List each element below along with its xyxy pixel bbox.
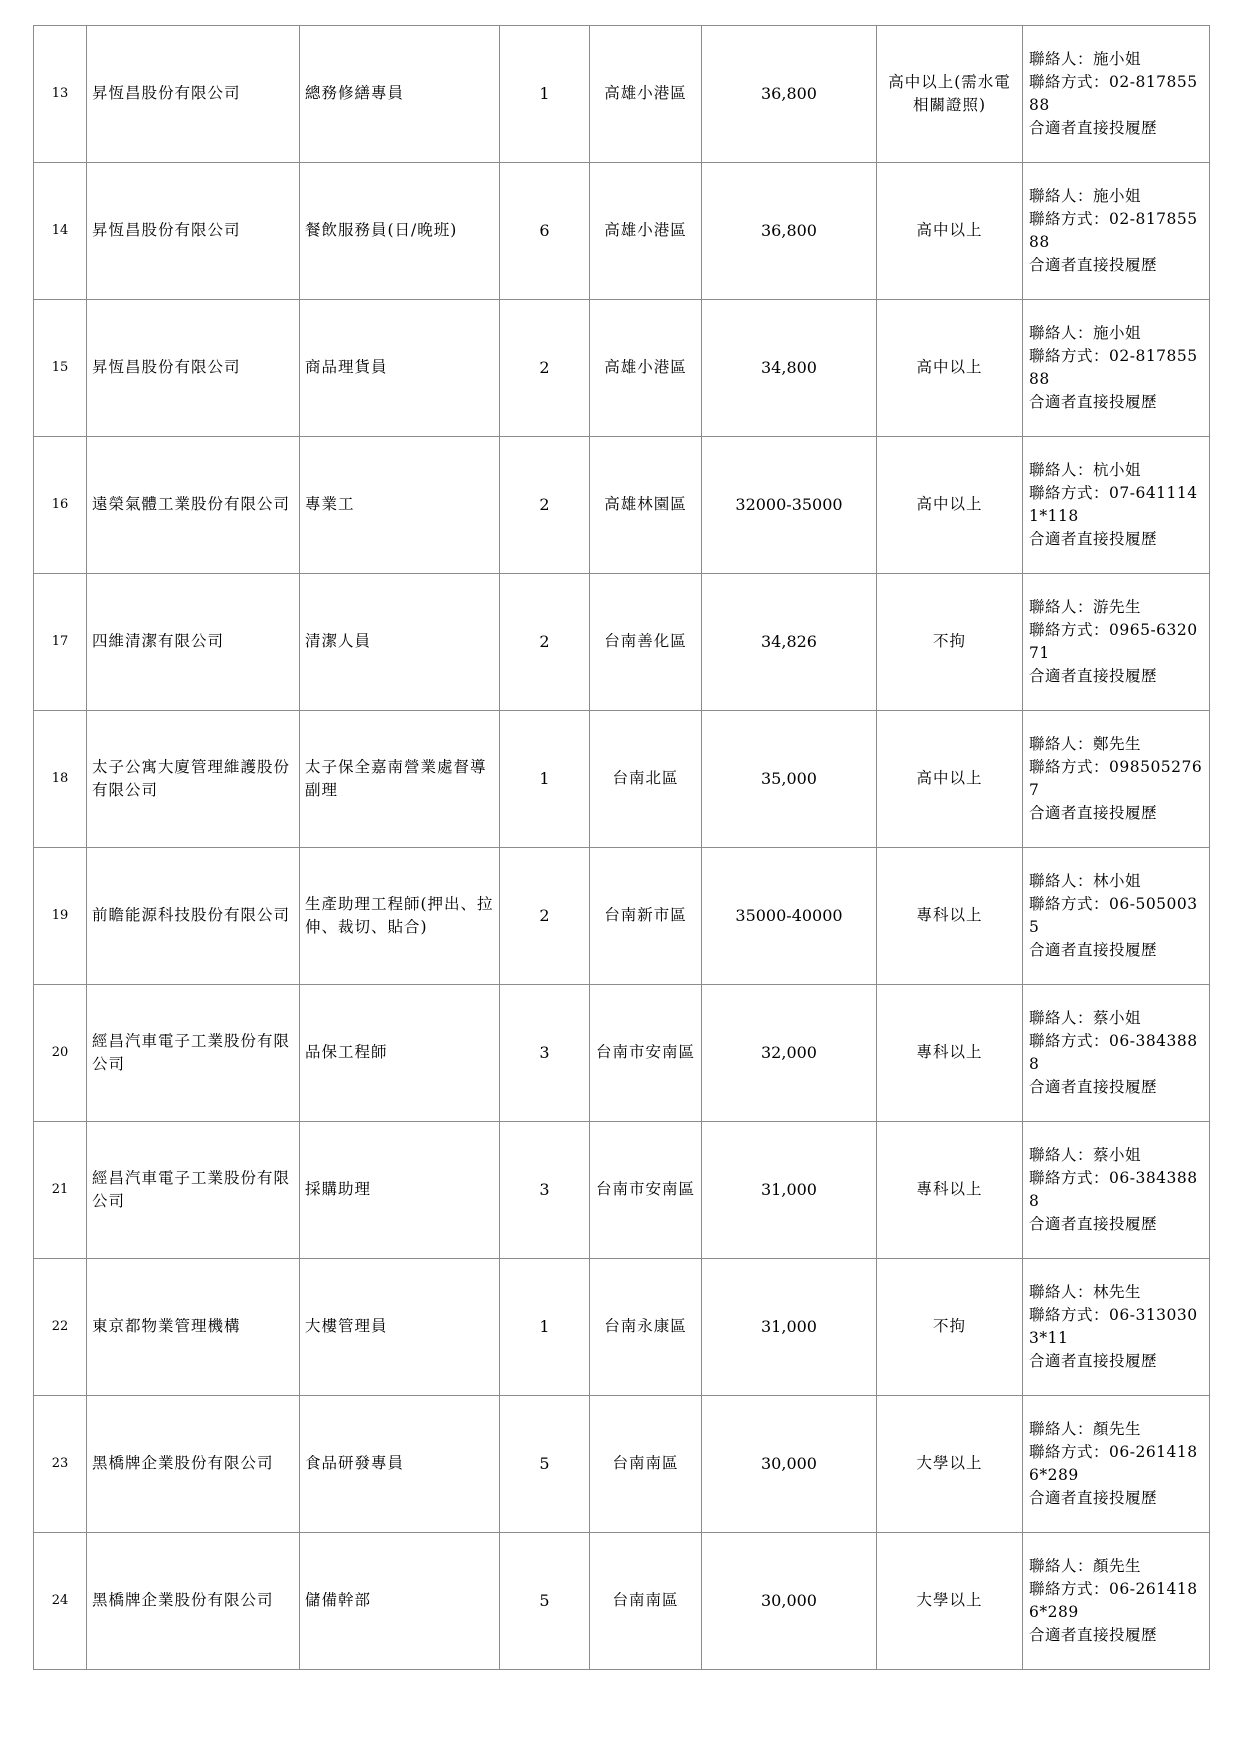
contact-person: 聯絡人：顏先生: [1029, 1419, 1142, 1438]
table-row: [34, 1122, 1210, 1259]
row-number: 16: [34, 437, 87, 574]
contact-method: 聯絡方式：06-3130303*11: [1029, 1305, 1198, 1347]
contact-method: 聯絡方式：02-81785588: [1029, 72, 1198, 114]
salary: 31,000: [702, 1122, 877, 1259]
headcount: 3: [500, 1122, 590, 1259]
contact-info: [1023, 300, 1210, 437]
job-position: 總務修繕專員: [300, 26, 500, 163]
headcount: 5: [500, 1396, 590, 1533]
job-position: 商品理貨員: [300, 300, 500, 437]
apply-note: 合適者直接投履歷: [1029, 1215, 1158, 1234]
contact-method: 聯絡方式：02-81785588: [1029, 346, 1198, 388]
apply-note: 合適者直接投履歷: [1029, 119, 1158, 138]
company-name: 昇恆昌股份有限公司: [87, 163, 300, 300]
education-requirement: 大學以上: [877, 1533, 1023, 1670]
salary: 35000-40000: [702, 848, 877, 985]
salary: 36,800: [702, 163, 877, 300]
company-name: 昇恆昌股份有限公司: [87, 300, 300, 437]
row-number: 20: [34, 985, 87, 1122]
work-location: 高雄林園區: [590, 437, 702, 574]
row-number: 21: [34, 1122, 87, 1259]
contact-person: 聯絡人：蔡小姐: [1029, 1008, 1142, 1027]
company-name: 四維清潔有限公司: [87, 574, 300, 711]
company-name: 太子公寓大廈管理維護股份有限公司: [87, 711, 300, 848]
company-name: 遠榮氣體工業股份有限公司: [87, 437, 300, 574]
work-location: 台南北區: [590, 711, 702, 848]
contact-info: [1023, 711, 1210, 848]
job-position: 食品研發專員: [300, 1396, 500, 1533]
education-requirement: 大學以上: [877, 1396, 1023, 1533]
contact-info: [1023, 437, 1210, 574]
contact-info: [1023, 1259, 1210, 1396]
work-location: 台南永康區: [590, 1259, 702, 1396]
education-requirement: 高中以上: [877, 163, 1023, 300]
contact-person: 聯絡人：鄭先生: [1029, 734, 1142, 753]
headcount: 2: [500, 574, 590, 711]
job-position: 餐飲服務員(日/晚班): [300, 163, 500, 300]
education-requirement: 高中以上(需水電相關證照): [877, 26, 1023, 163]
job-listing-rows: [34, 26, 1210, 1670]
education-requirement: 專科以上: [877, 848, 1023, 985]
education-requirement: 不拘: [877, 1259, 1023, 1396]
contact-person: 聯絡人：施小姐: [1029, 49, 1142, 68]
salary: 30,000: [702, 1533, 877, 1670]
contact-info: [1023, 163, 1210, 300]
contact-method: 聯絡方式：06-5050035: [1029, 894, 1198, 936]
education-requirement: 高中以上: [877, 711, 1023, 848]
salary: 32000-35000: [702, 437, 877, 574]
contact-info: [1023, 1533, 1210, 1670]
row-number: 18: [34, 711, 87, 848]
contact-info: [1023, 848, 1210, 985]
contact-method: 聯絡方式：02-81785588: [1029, 209, 1198, 251]
contact-person: 聯絡人：林小姐: [1029, 871, 1142, 890]
table-row: [34, 848, 1210, 985]
company-name: 前瞻能源科技股份有限公司: [87, 848, 300, 985]
headcount: 1: [500, 26, 590, 163]
headcount: 1: [500, 711, 590, 848]
contact-method: 聯絡方式：07-6411141*118: [1029, 483, 1198, 525]
row-number: 13: [34, 26, 87, 163]
company-name: 經昌汽車電子工業股份有限公司: [87, 1122, 300, 1259]
job-position: 品保工程師: [300, 985, 500, 1122]
salary: 30,000: [702, 1396, 877, 1533]
salary: 32,000: [702, 985, 877, 1122]
contact-person: 聯絡人：施小姐: [1029, 186, 1142, 205]
headcount: 1: [500, 1259, 590, 1396]
job-position: 清潔人員: [300, 574, 500, 711]
company-name: 黑橋牌企業股份有限公司: [87, 1396, 300, 1533]
contact-method: 聯絡方式：06-2614186*289: [1029, 1579, 1198, 1621]
contact-method: 聯絡方式：0985052767: [1029, 757, 1203, 799]
salary: 36,800: [702, 26, 877, 163]
row-number: 15: [34, 300, 87, 437]
row-number: 22: [34, 1259, 87, 1396]
salary: 34,800: [702, 300, 877, 437]
salary: 35,000: [702, 711, 877, 848]
table-row: [34, 300, 1210, 437]
table-row: [34, 26, 1210, 163]
work-location: 台南南區: [590, 1533, 702, 1670]
contact-person: 聯絡人：施小姐: [1029, 323, 1142, 342]
apply-note: 合適者直接投履歷: [1029, 530, 1158, 549]
education-requirement: 高中以上: [877, 300, 1023, 437]
contact-info: [1023, 1122, 1210, 1259]
table-row: [34, 574, 1210, 711]
contact-method: 聯絡方式：06-3843888: [1029, 1168, 1198, 1210]
contact-person: 聯絡人：游先生: [1029, 597, 1142, 616]
contact-info: [1023, 1396, 1210, 1533]
company-name: 昇恆昌股份有限公司: [87, 26, 300, 163]
work-location: 台南善化區: [590, 574, 702, 711]
apply-note: 合適者直接投履歷: [1029, 667, 1158, 686]
apply-note: 合適者直接投履歷: [1029, 804, 1158, 823]
salary: 31,000: [702, 1259, 877, 1396]
apply-note: 合適者直接投履歷: [1029, 393, 1158, 412]
contact-method: 聯絡方式：06-3843888: [1029, 1031, 1198, 1073]
headcount: 5: [500, 1533, 590, 1670]
contact-person: 聯絡人：顏先生: [1029, 1556, 1142, 1575]
job-position: 儲備幹部: [300, 1533, 500, 1670]
contact-method: 聯絡方式：06-2614186*289: [1029, 1442, 1198, 1484]
work-location: 高雄小港區: [590, 163, 702, 300]
apply-note: 合適者直接投履歷: [1029, 1489, 1158, 1508]
contact-method: 聯絡方式：0965-632071: [1029, 620, 1198, 662]
headcount: 6: [500, 163, 590, 300]
apply-note: 合適者直接投履歷: [1029, 941, 1158, 960]
company-name: 經昌汽車電子工業股份有限公司: [87, 985, 300, 1122]
job-position: 採購助理: [300, 1122, 500, 1259]
table-row: [34, 163, 1210, 300]
apply-note: 合適者直接投履歷: [1029, 1626, 1158, 1645]
table-row: [34, 985, 1210, 1122]
table-row: [34, 437, 1210, 574]
work-location: 高雄小港區: [590, 26, 702, 163]
work-location: 台南南區: [590, 1396, 702, 1533]
table-row: [34, 1396, 1210, 1533]
table-row: [34, 1259, 1210, 1396]
job-position: 太子保全嘉南營業處督導副理: [300, 711, 500, 848]
headcount: 2: [500, 848, 590, 985]
row-number: 19: [34, 848, 87, 985]
apply-note: 合適者直接投履歷: [1029, 1352, 1158, 1371]
work-location: 台南市安南區: [590, 985, 702, 1122]
apply-note: 合適者直接投履歷: [1029, 256, 1158, 275]
row-number: 14: [34, 163, 87, 300]
salary: 34,826: [702, 574, 877, 711]
education-requirement: 專科以上: [877, 1122, 1023, 1259]
headcount: 2: [500, 300, 590, 437]
table-row: [34, 711, 1210, 848]
work-location: 台南新市區: [590, 848, 702, 985]
education-requirement: 不拘: [877, 574, 1023, 711]
job-position: 生產助理工程師(押出、拉伸、裁切、貼合): [300, 848, 500, 985]
company-name: 黑橋牌企業股份有限公司: [87, 1533, 300, 1670]
contact-info: [1023, 985, 1210, 1122]
job-listing-table: [33, 25, 1210, 1670]
work-location: 台南市安南區: [590, 1122, 702, 1259]
contact-info: [1023, 26, 1210, 163]
table-row: [34, 1533, 1210, 1670]
contact-person: 聯絡人：林先生: [1029, 1282, 1142, 1301]
contact-info: [1023, 574, 1210, 711]
row-number: 24: [34, 1533, 87, 1670]
row-number: 23: [34, 1396, 87, 1533]
company-name: 東京都物業管理機構: [87, 1259, 300, 1396]
education-requirement: 專科以上: [877, 985, 1023, 1122]
headcount: 3: [500, 985, 590, 1122]
contact-person: 聯絡人：杭小姐: [1029, 460, 1142, 479]
work-location: 高雄小港區: [590, 300, 702, 437]
apply-note: 合適者直接投履歷: [1029, 1078, 1158, 1097]
job-position: 專業工: [300, 437, 500, 574]
headcount: 2: [500, 437, 590, 574]
row-number: 17: [34, 574, 87, 711]
contact-person: 聯絡人：蔡小姐: [1029, 1145, 1142, 1164]
job-position: 大樓管理員: [300, 1259, 500, 1396]
education-requirement: 高中以上: [877, 437, 1023, 574]
